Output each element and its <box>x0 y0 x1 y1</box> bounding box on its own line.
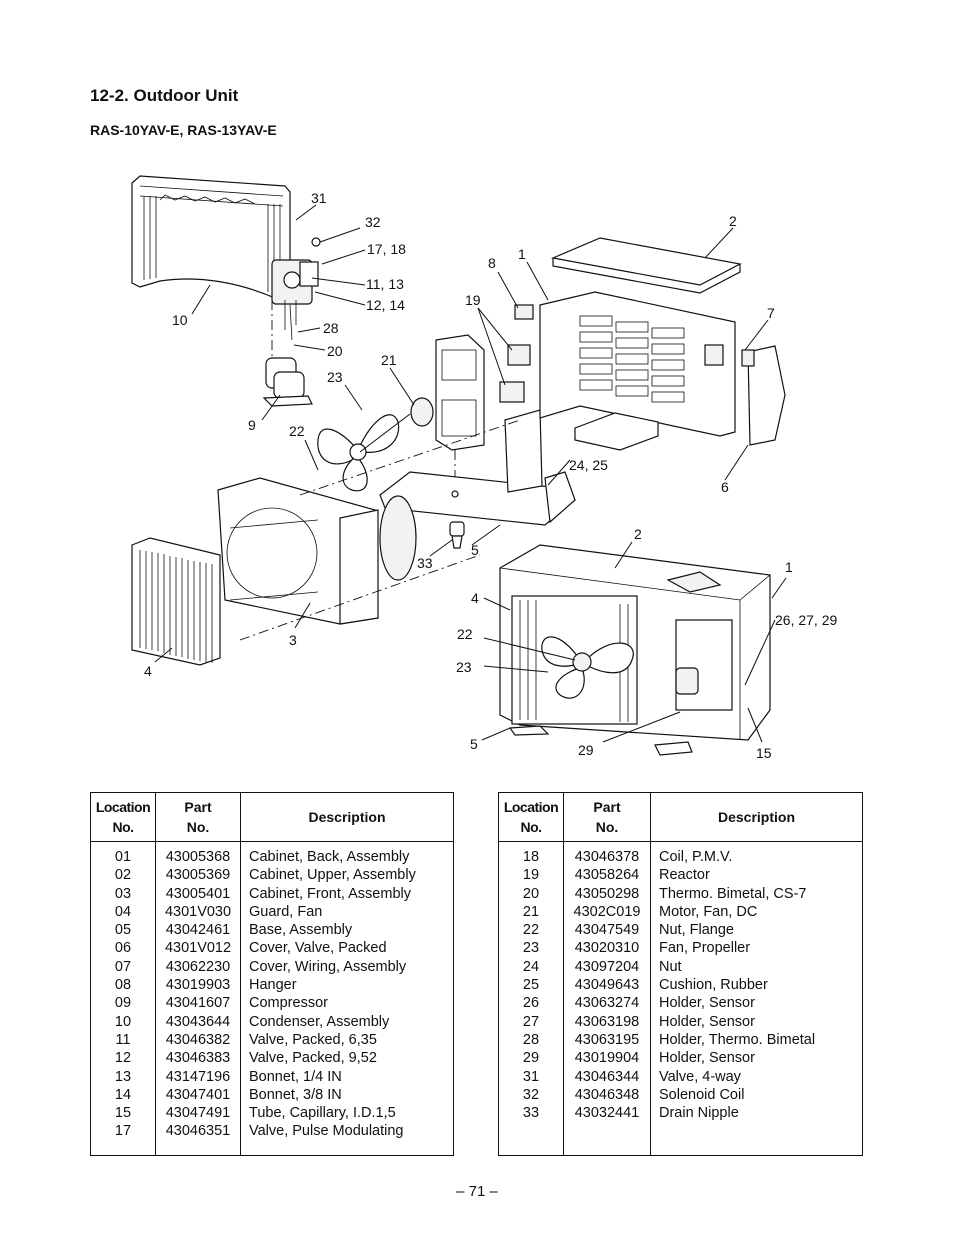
description-cell: Tube, Capillary, I.D.1,5 <box>249 1105 396 1122</box>
table-row <box>91 842 454 867</box>
empty-cell <box>499 1122 564 1155</box>
callout-29: 29 <box>578 742 594 758</box>
table-row <box>91 921 454 939</box>
location-cell: 29 <box>499 1049 564 1067</box>
callout-9: 9 <box>248 417 256 433</box>
description-cell: Nut, Flange <box>659 922 734 939</box>
table-row <box>91 885 454 903</box>
part-number-cell: 43046344 <box>564 1068 651 1086</box>
callout-15: 15 <box>756 745 772 761</box>
table-row <box>91 903 454 921</box>
callout-21: 21 <box>381 352 397 368</box>
part-number-cell: 43041607 <box>156 994 241 1012</box>
callout-24-25: 24, 25 <box>569 457 608 473</box>
location-cell: 17 <box>91 1122 156 1140</box>
part-number-cell: 43097204 <box>564 958 651 976</box>
location-cell: 31 <box>499 1068 564 1086</box>
part-number-cell: 43043644 <box>156 1013 241 1031</box>
table-row <box>499 1086 863 1104</box>
part-number-cell: 43047401 <box>156 1086 241 1104</box>
callout-22-bottom: 22 <box>457 626 473 642</box>
description-cell: Cover, Valve, Packed <box>249 940 387 957</box>
section-title: 12-2. Outdoor Unit <box>90 86 239 105</box>
part-number-cell: 43019904 <box>564 1049 651 1067</box>
part-number-cell: 43005369 <box>156 866 241 884</box>
fan-guard <box>132 538 220 665</box>
description-cell: Reactor <box>659 867 710 884</box>
callout-17-18: 17, 18 <box>367 241 406 257</box>
callout-6: 6 <box>721 479 729 495</box>
part-number-cell: 4301V030 <box>156 903 241 921</box>
description-cell: Holder, Sensor <box>659 995 755 1012</box>
callout-12-14: 12, 14 <box>366 297 405 313</box>
part-number-cell: 43063274 <box>564 994 651 1012</box>
table-row <box>91 939 454 957</box>
empty-cell <box>156 1141 241 1156</box>
table-row <box>91 1013 454 1031</box>
part-number-cell: 43046348 <box>564 1086 651 1104</box>
part-number-cell: 43019903 <box>156 976 241 994</box>
part-number-cell: 43058264 <box>564 866 651 884</box>
callout-31: 31 <box>311 190 327 206</box>
callout-4-bottom: 4 <box>471 590 479 606</box>
description-cell: Valve, Pulse Modulating <box>249 1123 404 1140</box>
table-row <box>91 994 454 1012</box>
description-cell: Solenoid Coil <box>659 1086 745 1103</box>
description-cell: Fan, Propeller <box>659 940 751 957</box>
location-cell: 10 <box>91 1013 156 1031</box>
propeller-fan <box>318 415 399 491</box>
table-row <box>499 866 863 884</box>
callout-23-bottom: 23 <box>456 659 472 675</box>
table-row <box>91 976 454 994</box>
callout-19: 19 <box>465 292 481 308</box>
callout-4-left: 4 <box>144 663 152 679</box>
callout-28: 28 <box>323 320 339 336</box>
location-cell: 28 <box>499 1031 564 1049</box>
callout-2-top: 2 <box>729 213 737 229</box>
callout-32: 32 <box>365 214 381 230</box>
part-number-cell: 43005401 <box>156 885 241 903</box>
description-cell: Thermo. Bimetal, CS-7 <box>659 885 807 902</box>
model-title: RAS-10YAV-E, RAS-13YAV-E <box>90 122 277 138</box>
table-row-filler <box>499 1122 863 1155</box>
part-number-cell: 43047491 <box>156 1104 241 1122</box>
table-row <box>91 866 454 884</box>
part-number-cell: 43042461 <box>156 921 241 939</box>
header-location: Location No. <box>91 793 156 842</box>
location-cell: 32 <box>499 1086 564 1104</box>
table-row-filler <box>91 1141 454 1156</box>
table-row <box>499 903 863 921</box>
location-cell: 21 <box>499 903 564 921</box>
cabinet-upper <box>553 238 740 293</box>
page-number: – 71 – <box>456 1183 498 1200</box>
partition-plate <box>500 305 542 492</box>
table-row <box>499 842 863 867</box>
description-cell: Nut <box>659 958 682 975</box>
location-cell: 20 <box>499 885 564 903</box>
location-cell: 26 <box>499 994 564 1012</box>
callout-26-27-29: 26, 27, 29 <box>775 612 838 628</box>
callout-33: 33 <box>417 555 433 571</box>
part-number-cell: 43049643 <box>564 976 651 994</box>
location-cell: 02 <box>91 866 156 884</box>
compressor <box>264 358 312 406</box>
description-cell: Holder, Sensor <box>659 1050 755 1067</box>
part-number-cell: 43063195 <box>564 1031 651 1049</box>
table-row <box>91 1104 454 1122</box>
callout-20: 20 <box>327 343 343 359</box>
part-number-cell: 43005368 <box>156 842 241 867</box>
location-cell: 01 <box>91 842 156 867</box>
valve-cover <box>742 346 785 445</box>
part-number-cell: 43047549 <box>564 921 651 939</box>
callout-2-bottom: 2 <box>634 526 642 542</box>
table-row <box>499 885 863 903</box>
location-cell: 11 <box>91 1031 156 1049</box>
callout-10: 10 <box>172 312 188 328</box>
drain-nipple <box>450 522 464 548</box>
callout-1-top: 1 <box>518 246 526 262</box>
callout-22-top: 22 <box>289 423 305 439</box>
part-number-cell: 4302C019 <box>564 903 651 921</box>
header-description: Description <box>651 793 863 842</box>
part-number-cell: 43062230 <box>156 958 241 976</box>
description-cell: Hanger <box>249 977 297 994</box>
description-cell: Condenser, Assembly <box>249 1013 390 1030</box>
table-row <box>499 958 863 976</box>
assembled-unit <box>500 545 770 755</box>
empty-cell <box>91 1141 156 1156</box>
location-cell: 19 <box>499 866 564 884</box>
condenser-assembly <box>132 176 320 340</box>
location-cell: 33 <box>499 1104 564 1122</box>
callout-5-bottom: 5 <box>470 736 478 752</box>
table-row <box>499 1104 863 1122</box>
location-cell: 14 <box>91 1086 156 1104</box>
part-number-cell: 43032441 <box>564 1104 651 1122</box>
table-row <box>499 976 863 994</box>
part-number-cell: 43050298 <box>564 885 651 903</box>
description-cell: Guard, Fan <box>249 903 323 920</box>
location-cell: 15 <box>91 1104 156 1122</box>
location-cell: 24 <box>499 958 564 976</box>
description-cell: Base, Assembly <box>249 922 353 939</box>
header-part-no: Part No. <box>156 793 241 842</box>
location-cell: 06 <box>91 939 156 957</box>
table-row <box>91 1068 454 1086</box>
description-cell: Cover, Wiring, Assembly <box>249 958 407 975</box>
description-cell: Cushion, Rubber <box>659 977 768 994</box>
callout-1-bottom: 1 <box>785 559 793 575</box>
cabinet-back <box>540 292 735 436</box>
callout-8: 8 <box>488 255 496 271</box>
location-cell: 08 <box>91 976 156 994</box>
table-row <box>91 1086 454 1104</box>
header-part-no: Part No. <box>564 793 651 842</box>
callout-23-top: 23 <box>327 369 343 385</box>
header-location: Location No. <box>499 793 564 842</box>
table-row <box>499 1013 863 1031</box>
table-row <box>499 921 863 939</box>
description-cell: Valve, Packed, 9,52 <box>249 1050 377 1067</box>
empty-cell <box>241 1141 454 1156</box>
description-cell: Motor, Fan, DC <box>659 903 758 920</box>
parts-table-right-body <box>499 842 863 1156</box>
description-cell: Valve, 4-way <box>659 1068 741 1085</box>
table-row <box>499 939 863 957</box>
location-cell: 12 <box>91 1049 156 1067</box>
part-number-cell: 43147196 <box>156 1068 241 1086</box>
description-cell: Holder, Thermo. Bimetal <box>659 1031 816 1048</box>
location-cell: 13 <box>91 1068 156 1086</box>
empty-cell <box>651 1122 863 1155</box>
empty-cell <box>564 1122 651 1155</box>
description-cell: Drain Nipple <box>659 1105 739 1122</box>
description-cell: Cabinet, Front, Assembly <box>249 885 411 902</box>
location-cell: 07 <box>91 958 156 976</box>
callout-11-13: 11, 13 <box>366 276 404 292</box>
description-cell: Bonnet, 1/4 IN <box>249 1068 342 1085</box>
part-number-cell: 43046383 <box>156 1049 241 1067</box>
callout-3: 3 <box>289 632 297 648</box>
table-row <box>91 958 454 976</box>
parts-table-left-body <box>91 842 454 1156</box>
header-description: Description <box>241 793 454 842</box>
part-number-cell: 43046378 <box>564 842 651 867</box>
part-number-cell: 43046351 <box>156 1122 241 1140</box>
location-cell: 18 <box>499 842 564 867</box>
part-number-cell: 43020310 <box>564 939 651 957</box>
table-row <box>91 1031 454 1049</box>
parts-table-right <box>498 792 863 1156</box>
location-cell: 27 <box>499 1013 564 1031</box>
location-cell: 22 <box>499 921 564 939</box>
location-cell: 05 <box>91 921 156 939</box>
table-row <box>499 1049 863 1067</box>
table-row <box>91 1122 454 1140</box>
table-row <box>91 1049 454 1067</box>
description-cell: Cabinet, Back, Assembly <box>249 849 410 865</box>
location-cell: 09 <box>91 994 156 1012</box>
callout-5-top: 5 <box>471 542 479 558</box>
description-cell: Bonnet, 3/8 IN <box>249 1086 342 1103</box>
parts-table-left <box>90 792 454 1156</box>
location-cell: 04 <box>91 903 156 921</box>
description-cell: Cabinet, Upper, Assembly <box>249 867 416 884</box>
part-number-cell: 43046382 <box>156 1031 241 1049</box>
description-cell: Coil, P.M.V. <box>659 849 733 865</box>
table-row <box>499 1068 863 1086</box>
table-row <box>499 1031 863 1049</box>
description-cell: Compressor <box>249 995 328 1012</box>
part-number-cell: 43063198 <box>564 1013 651 1031</box>
description-cell: Holder, Sensor <box>659 1013 755 1030</box>
location-cell: 23 <box>499 939 564 957</box>
part-number-cell: 4301V012 <box>156 939 241 957</box>
description-cell: Valve, Packed, 6,35 <box>249 1031 377 1048</box>
callout-7: 7 <box>767 305 775 321</box>
location-cell: 25 <box>499 976 564 994</box>
table-row <box>499 994 863 1012</box>
location-cell: 03 <box>91 885 156 903</box>
